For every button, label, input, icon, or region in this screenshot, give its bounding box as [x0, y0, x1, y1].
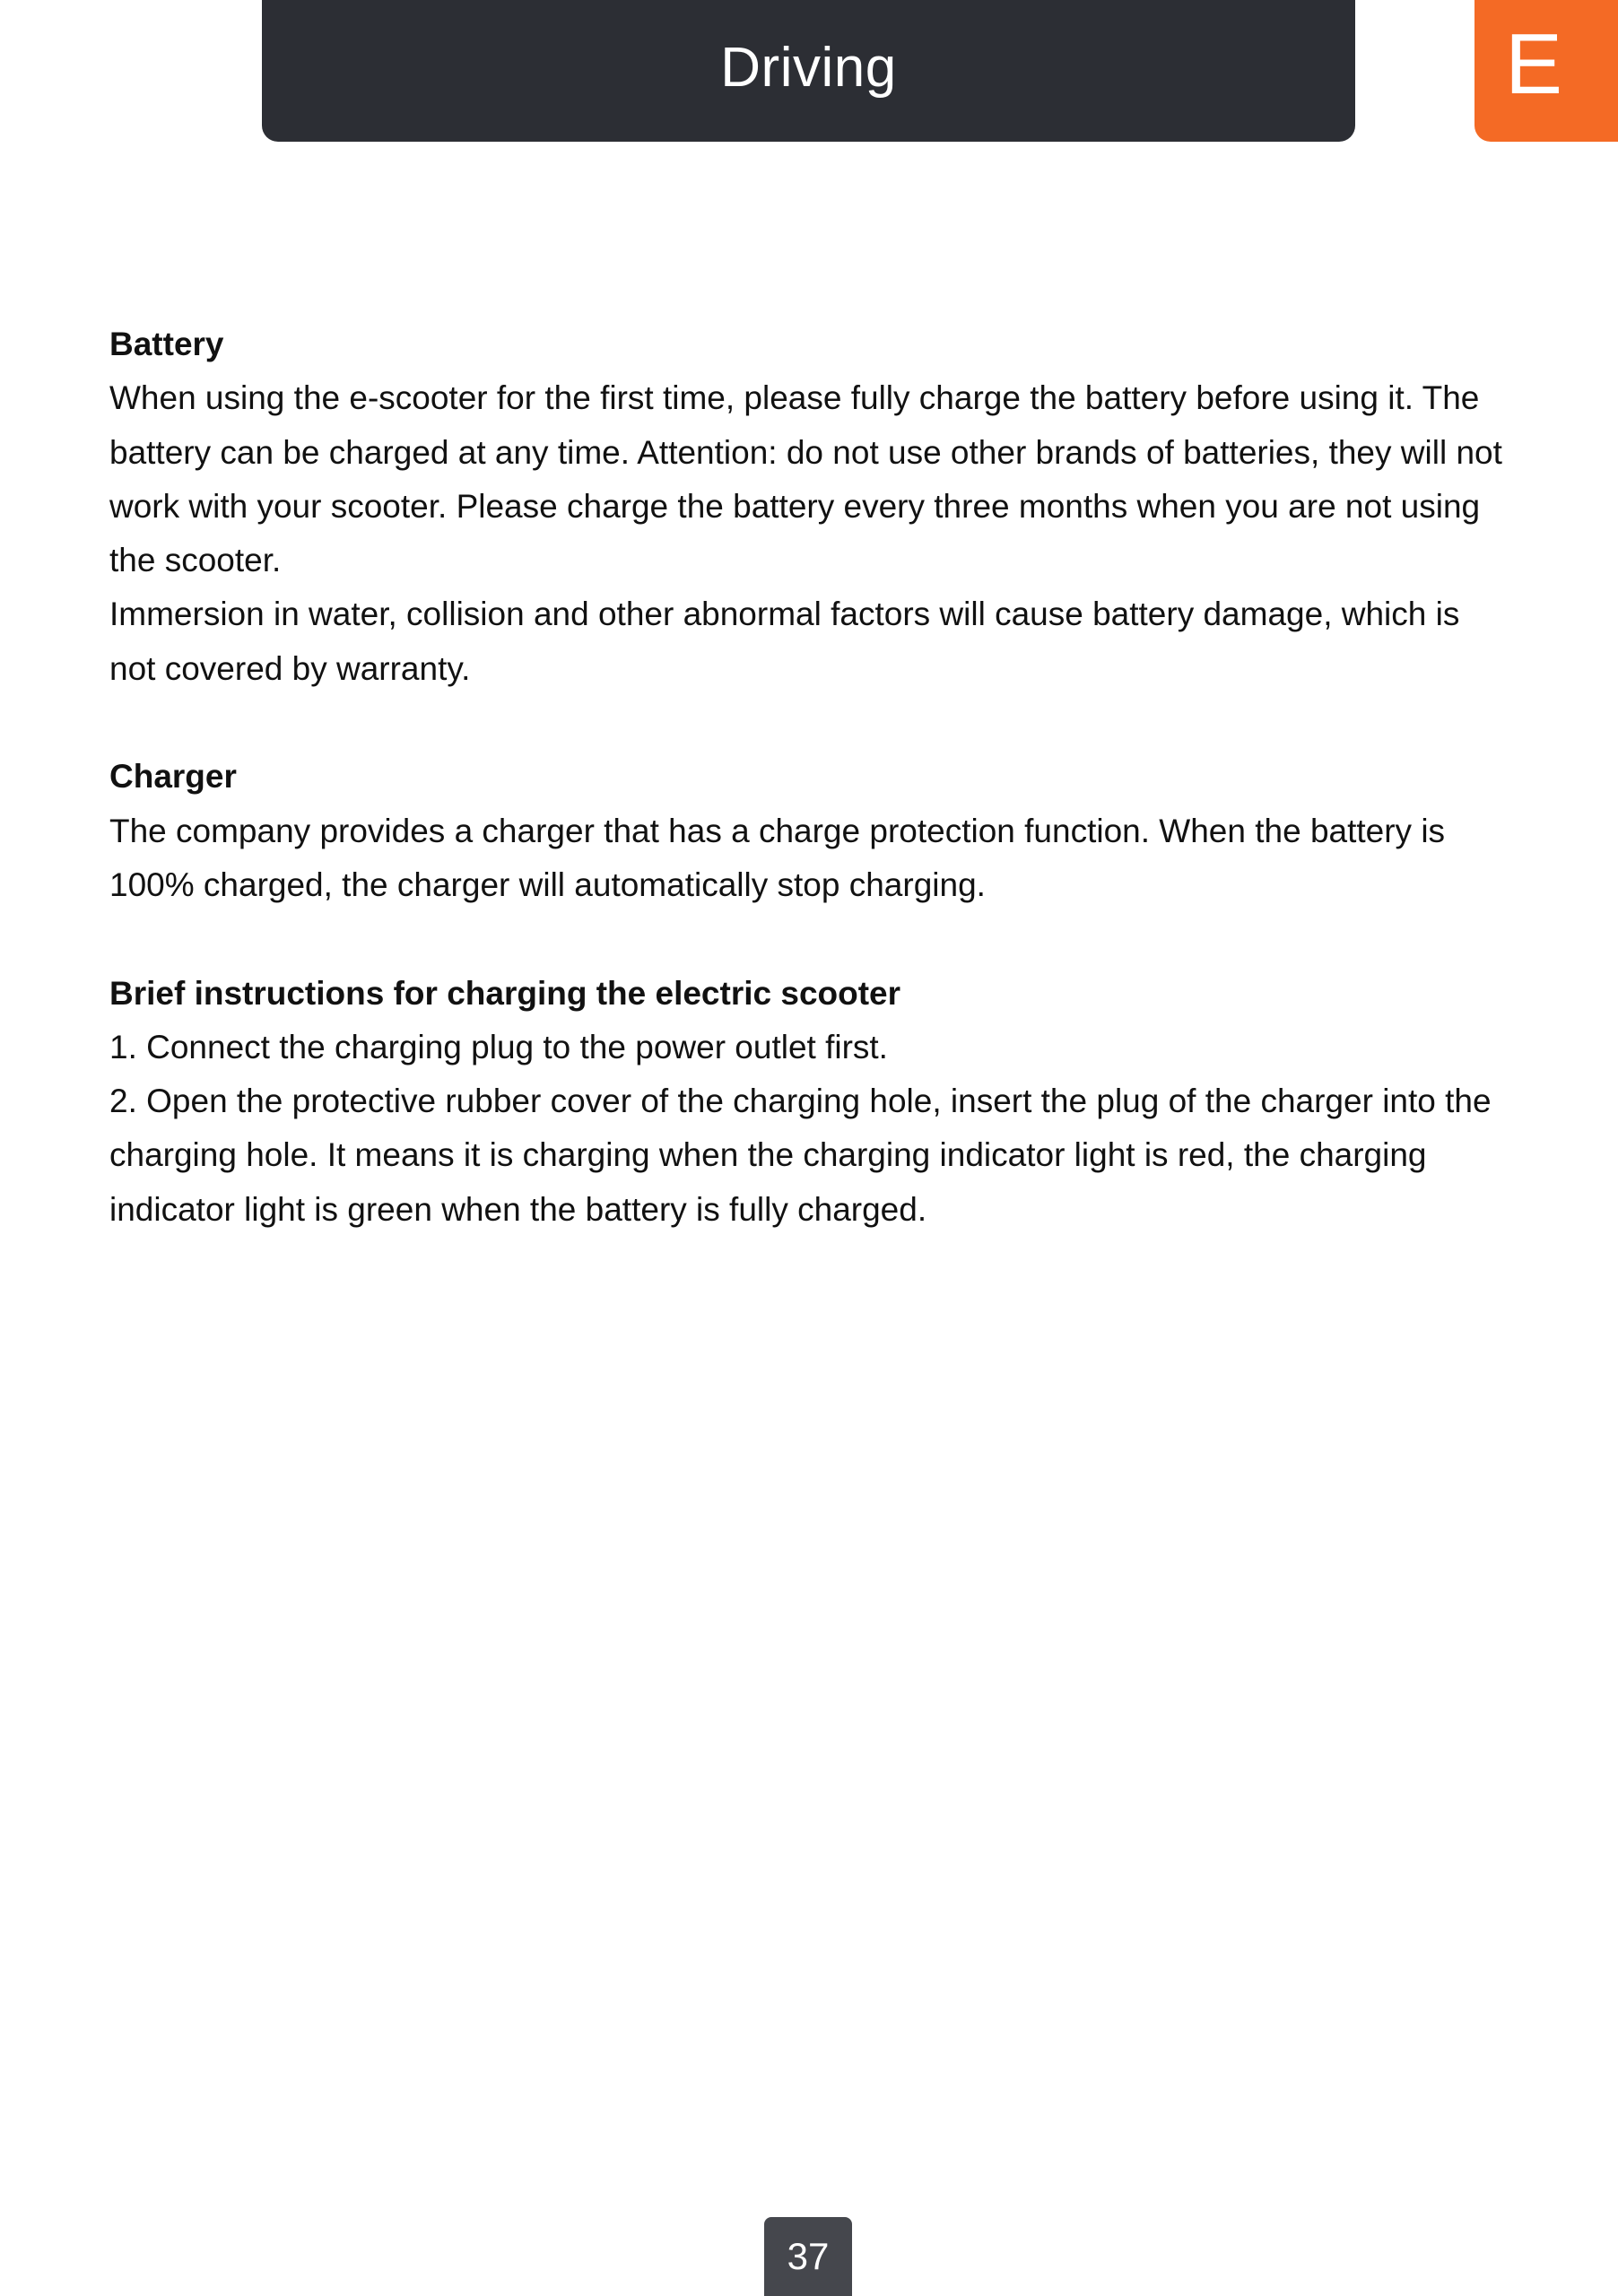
section-title: Driving	[720, 36, 897, 99]
section-header-tab	[262, 0, 1355, 142]
instructions-section	[109, 967, 1509, 1237]
instruction-step: 2. Open the protective rubber cover of the charging hole, insert the plug of the charger into the charging hole. It means it is charging when the charging indicator light is red, the charging indicator light is green when the battery is fully charged.	[109, 1083, 1492, 1228]
page-number: 37	[764, 2217, 852, 2296]
charger-paragraph: The company provides a charger that has a charge protection function. When the battery is 100% charged, the charger will automatically stop charging.	[109, 812, 1446, 903]
battery-heading: Battery	[109, 326, 224, 362]
page-content	[109, 317, 1509, 1237]
charger-section	[109, 750, 1509, 912]
instructions-heading: Brief instructions for charging the electric scooter	[109, 974, 901, 1012]
battery-warranty-paragraph: Immersion in water, collision and other abnormal factors will cause battery damage, which is not covered by warranty.	[109, 596, 1460, 687]
language-tab-letter: E	[1504, 16, 1563, 112]
charger-heading: Charger	[109, 758, 237, 796]
battery-section	[109, 317, 1509, 696]
language-tab	[1474, 0, 1618, 142]
battery-paragraph: When using the e-scooter for the first time, please fully charge the battery before using it. The battery can be charged at any time. Attention: do not use other brands of batteries, they will not work with your scooter. Please charge the battery every three months when you are not using the scooter.	[109, 379, 1502, 579]
instruction-step: 1. Connect the charging plug to the power outlet first.	[109, 1028, 888, 1065]
